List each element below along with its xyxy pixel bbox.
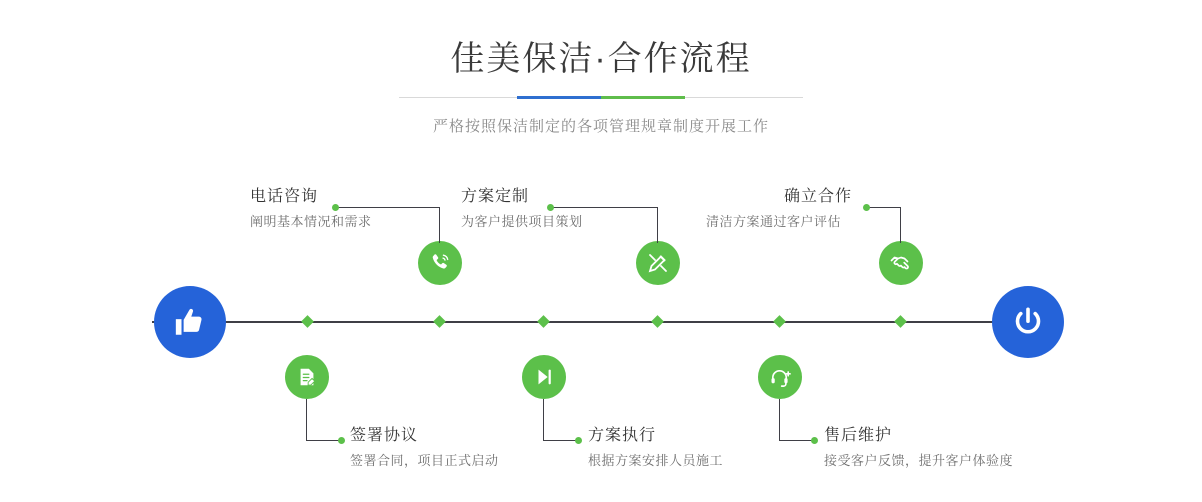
step-node-6[interactable] — [758, 355, 802, 399]
timeline-axis — [152, 321, 1052, 323]
step-label-3 — [461, 186, 583, 232]
axis-diamond-3 — [537, 315, 550, 328]
thumbs-up-icon — [173, 305, 207, 339]
step-title-6: 售后维护 — [824, 427, 893, 444]
end-node-power — [992, 286, 1064, 358]
step-node-4[interactable] — [522, 355, 566, 399]
step-node-3[interactable] — [636, 241, 680, 285]
pen-ruler-icon — [646, 251, 670, 275]
step-4-vertical-line — [543, 399, 544, 440]
step-desc-1: 阐明基本情况和需求 — [250, 214, 372, 229]
step-5-line-dot — [863, 204, 870, 211]
step-2-vertical-line — [306, 399, 307, 440]
phone-call-icon — [428, 251, 452, 275]
step-title-4: 方案执行 — [588, 427, 657, 444]
axis-diamond-4 — [651, 315, 664, 328]
step-title-1: 电话咨询 — [250, 188, 319, 205]
power-icon — [1010, 304, 1046, 340]
step-4-horizontal-line — [543, 440, 578, 441]
document-edit-icon — [296, 366, 318, 388]
step-title-2: 签署协议 — [350, 427, 419, 444]
step-title-3: 方案定制 — [461, 188, 530, 205]
axis-diamond-1 — [301, 315, 314, 328]
step-node-1[interactable] — [418, 241, 462, 285]
axis-diamond-2 — [433, 315, 446, 328]
step-label-6 — [824, 425, 1013, 471]
step-2-line-dot — [338, 437, 345, 444]
step-title-5: 确立合作 — [784, 188, 853, 205]
step-label-2 — [350, 425, 499, 471]
axis-diamond-5 — [773, 315, 786, 328]
step-node-5[interactable] — [879, 241, 923, 285]
headset-add-icon — [769, 366, 792, 389]
start-node-thumbs-up — [154, 286, 226, 358]
step-6-horizontal-line — [779, 440, 814, 441]
step-6-vertical-line — [779, 399, 780, 440]
play-forward-icon — [533, 366, 555, 388]
step-label-5 — [706, 186, 852, 232]
step-label-4 — [588, 425, 723, 471]
step-desc-3: 为客户提供项目策划 — [461, 214, 583, 229]
step-desc-2: 签署合同，项目正式启动 — [350, 453, 499, 468]
step-node-2[interactable] — [285, 355, 329, 399]
handshake-icon — [889, 251, 913, 275]
step-5-horizontal-line — [866, 207, 901, 208]
step-5-vertical-line — [900, 207, 901, 243]
step-4-line-dot — [575, 437, 582, 444]
step-desc-4: 根据方案安排人员施工 — [588, 453, 724, 468]
step-3-vertical-line — [657, 207, 658, 243]
step-2-horizontal-line — [306, 440, 341, 441]
axis-diamond-6 — [894, 315, 907, 328]
step-desc-6: 接受客户反馈，提升客户体验度 — [824, 453, 1014, 468]
step-1-vertical-line — [439, 207, 440, 243]
step-label-1 — [250, 186, 372, 232]
page-title: 佳美保洁·合作流程 — [450, 40, 752, 78]
step-6-line-dot — [811, 437, 818, 444]
step-desc-5: 清洁方案通过客户评估 — [706, 214, 842, 229]
page-subtitle: 严格按照保洁制定的各项管理规章制度开展工作 — [432, 118, 769, 135]
